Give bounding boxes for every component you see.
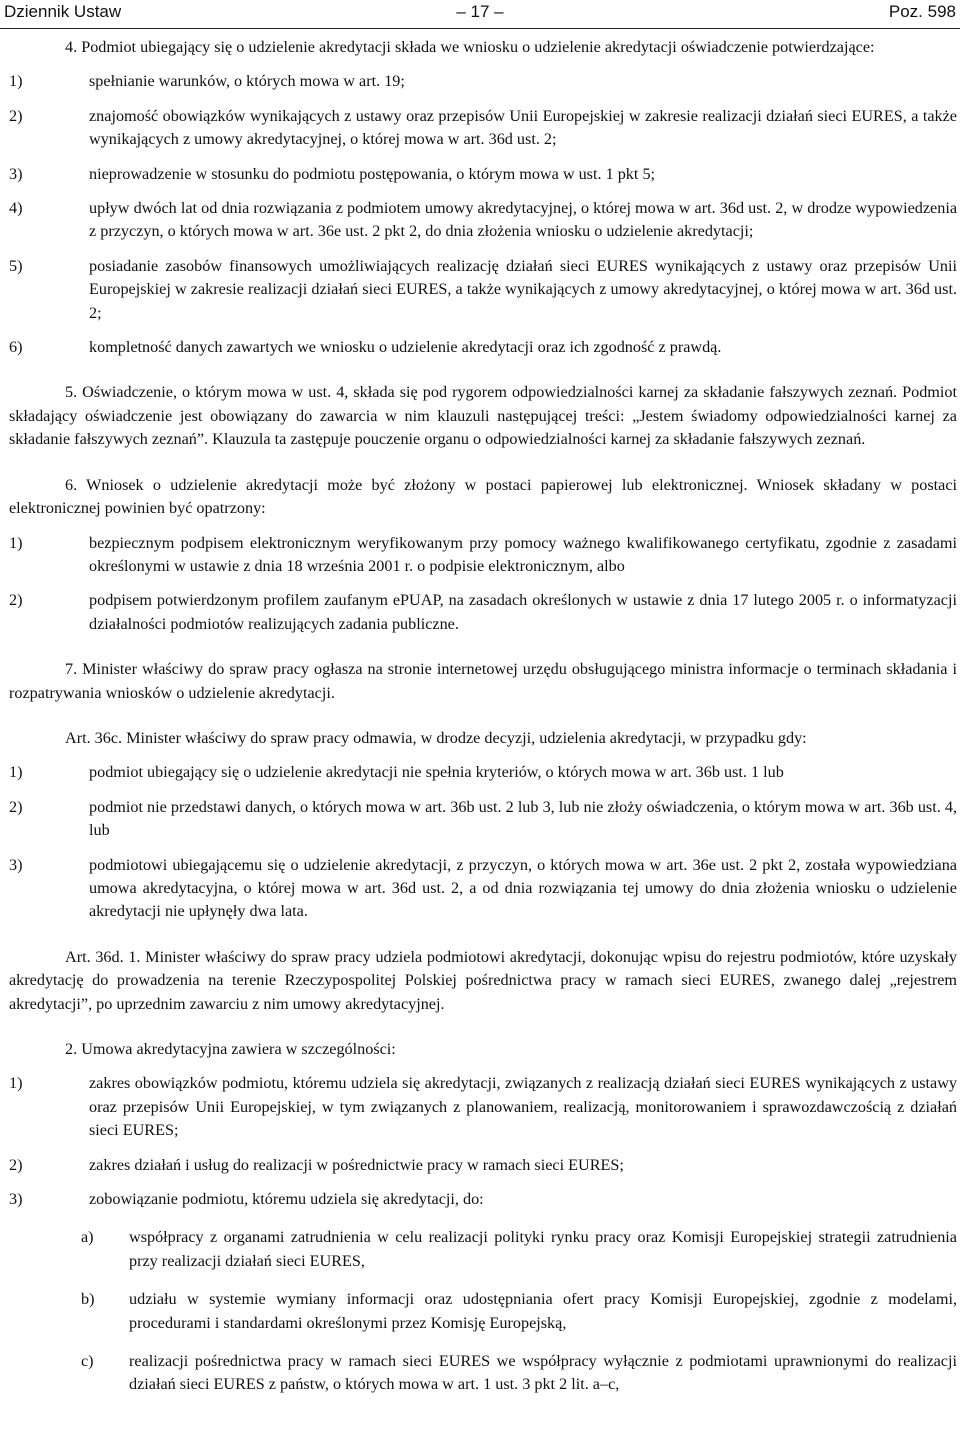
list-item: 1) podmiot ubiegający się o udzielenie akredytacji nie spełnia kryteriów, o których mowa w art. 36b ust. 1 lub: [9, 763, 784, 782]
list-item: 3) zobowiązanie podmiotu, któremu udziela się akredytacji, do:: [9, 1190, 484, 1209]
paragraph-5: 5. Oświadczenie, o którym mowa w ust. 4, składa się pod rygorem odpowiedzialności karnej za składanie fałszywych zeznań. Podmiot składający oświadczenie jest obowiązany do zawarcia w nim klauzuli następującej treści: „Jestem świadomy odpowiedzialności karnej za składanie fałszywych zeznań”. Klauzula ta zastępuje pouczenie organu o odpowiedzialności karnej za składanie fałszywych zeznań.: [9, 383, 957, 449]
article-36d-paragraph-1: Art. 36d. 1. Minister właściwy do spraw pracy udziela podmiotowi akredytacji, dokonując wpisu do rejestru podmiotów, które uzyskały akredytację do prowadzenia na terenie Rzeczypospolitej Polskiej pośrednictwa pracy w ramach sieci EURES, zwanego dalej „rejestrem akredytacji”, po uprzednim zawarciu z nim umowy akredytacyjnej.: [9, 947, 957, 1013]
page-number: – 17 –: [456, 2, 504, 21]
document-body: [9, 36, 957, 1397]
list-item: 3) nieprowadzenie w stosunku do podmiotu postępowania, o którym mowa w ust. 1 pkt 5;: [9, 164, 656, 183]
sub-list-item: a) współpracy z organami zatrudnienia w celu realizacji polityki rynku pracy oraz Komisji Europejskiej strategii zatrudnienia przy realizacji działań sieci EURES,: [81, 1228, 957, 1270]
paragraph-4: 4. Podmiot ubiegający się o udzielenie akredytacji składa we wniosku o udzielenie akredytacji oświadczenie potwierdzające:: [65, 38, 875, 56]
list-item: 1) bezpiecznym podpisem elektronicznym weryfikowanym przy pomocy ważnego kwalifikowanego certyfikatu, zgodnie z zasadami określonymi w ustawie z dnia 18 września 2001 r. o podpisie elektronicznym, albo: [9, 533, 957, 575]
position-number: Poz. 598: [888, 2, 956, 21]
article-36c: Art. 36c. Minister właściwy do spraw pracy odmawia, w drodze decyzji, udzielenia akredytacji, w przypadku gdy:: [65, 728, 807, 747]
list-item: 2) podmiot nie przedstawi danych, o których mowa w art. 36b ust. 2 lub 3, lub nie złoży oświadczenia, o którym mowa w art. 36b ust. 4, lub: [9, 797, 957, 840]
list-item: 5) posiadanie zasobów finansowych umożliwiających realizację działań sieci EURES wynikających z ustawy oraz przepisów Unii Europejskiej w zakresie realizacji działań sieci EURES, a także wynikających z umowy akredytacyjnej, o której mowa w art. 36d ust. 2;: [9, 256, 957, 322]
journal-title: Dziennik Ustaw: [4, 2, 122, 21]
list-item: 4) upływ dwóch lat od dnia rozwiązania z podmiotem umowy akredytacyjnej, o której mowa w art. 36d ust. 2, w drodze wypowiedzenia z przyczyn, o których mowa w art. 36e ust. 2 pkt 2, do dnia złożenia wniosku o udzielenie akredytacji;: [9, 199, 957, 241]
article-36d-paragraph-2: 2. Umowa akredytacyjna zawiera w szczególności:: [65, 1040, 396, 1058]
paragraph-7: 7. Minister właściwy do spraw pracy ogłasza na stronie internetowej urzędu obsługującego ministra informacje o terminach składania i rozpatrywania wniosków o udzielenie akredytacji.: [9, 660, 957, 702]
list-item: 2) podpisem potwierdzonym profilem zaufanym ePUAP, na zasadach określonych w ustawie z dnia 17 lutego 2005 r. o informatyzacji działalności podmiotów realizujących zadania publiczne.: [9, 591, 957, 633]
sub-list-item: b) udziału w systemie wymiany informacji oraz udostępniania ofert pracy Komisji Europejskiej, zgodnie z modelami, procedurami i standardami określonymi przez Komisję Europejską,: [81, 1290, 957, 1332]
paragraph-6: 6. Wniosek o udzielenie akredytacji może być złożony w postaci papierowej lub elektronicznej. Wniosek składany w postaci elektronicznej powinien być opatrzony:: [9, 475, 957, 518]
list-item: 6) kompletność danych zawartych we wniosku o udzielenie akredytacji oraz ich zgodność z prawdą.: [9, 338, 722, 357]
sub-list-item: c) realizacji pośrednictwa pracy w ramach sieci EURES we współpracy wyłącznie z podmiotami uprawnionymi do realizacji działań sieci EURES z państw, o których mowa w art. 1 ust. 3 pkt 2 lit. a–c,: [81, 1352, 957, 1394]
list-item: 1) spełnianie warunków, o których mowa w art. 19;: [9, 72, 405, 91]
list-item: 2) zakres działań i usług do realizacji w pośrednictwie pracy w ramach sieci EURES;: [9, 1155, 624, 1174]
list-item: 3) podmiotowi ubiegającemu się o udzielenie akredytacji, z przyczyn, o których mowa w art. 36e ust. 2 pkt 2, została wypowiedziana umowa akredytacyjna, o której mowa w art. 36d ust. 2, a od dnia rozwiązania tej umowy do dnia złożenia wniosku o udzielenie akredytacji nie upłynęły dwa lata.: [9, 855, 957, 921]
list-item: 1) zakres obowiązków podmiotu, któremu udziela się akredytacji, związanych z realizacją działań sieci EURES wynikających z ustawy oraz przepisów Unii Europejskiej, w tym związanych z planowaniem, realizacją, monitorowaniem i sprawozdawczością z działań sieci EURES;: [9, 1074, 957, 1140]
page-header: [0, 0, 960, 29]
list-item: 2) znajomość obowiązków wynikających z ustawy oraz przepisów Unii Europejskiej w zakresie realizacji działań sieci EURES, a także wynikających z umowy akredytacyjnej, o której mowa w art. 36d ust. 2;: [9, 106, 957, 149]
